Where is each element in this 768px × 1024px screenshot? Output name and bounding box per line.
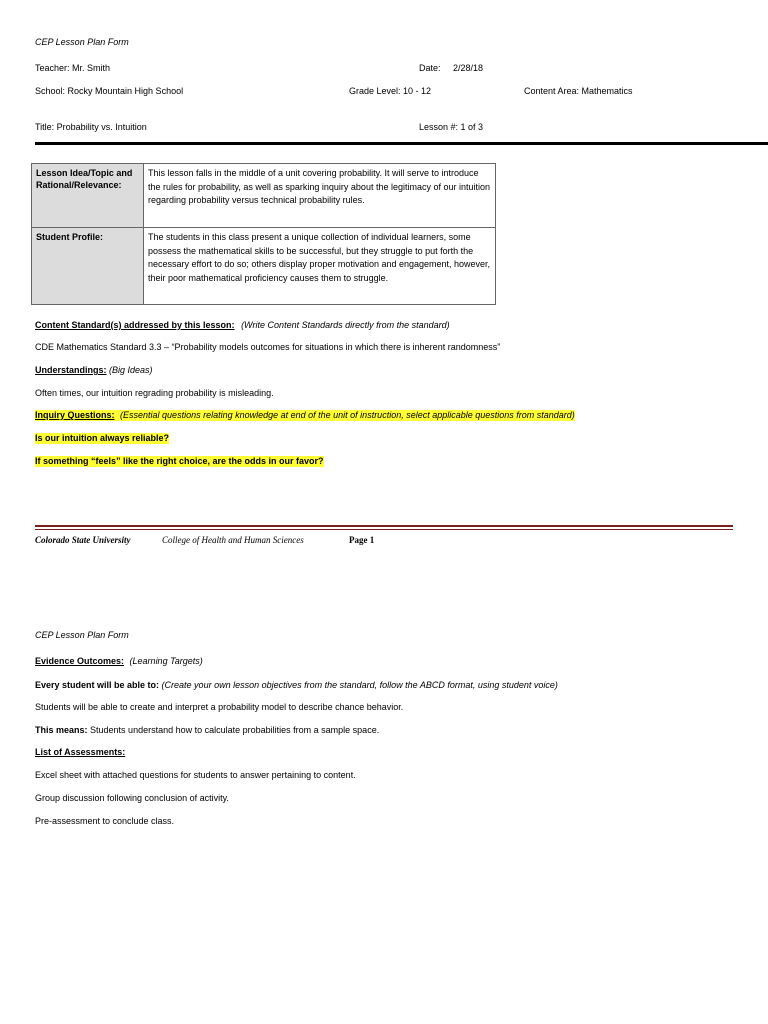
- content-standard-note: (Write Content Standards directly from the standard): [241, 320, 450, 330]
- table-text-cell: This lesson falls in the middle of a unit covering probability. It will serve to introduce the rules for probability, as well as sparking inquiry about the legitimacy of our intuition regarding probability versus technical probability rules.: [148, 168, 491, 205]
- assessment-item: Pre-assessment to conclude class.: [35, 816, 175, 826]
- lesson-number-field: Lesson #: 1 of 3: [419, 122, 484, 132]
- form-title: CEP Lesson Plan Form: [35, 37, 129, 47]
- table-row: [32, 164, 495, 228]
- cde-standard-text: CDE Mathematics Standard 3.3 – “Probability models outcomes for situations in which there is inherent randomness”: [35, 342, 501, 352]
- footer-college: College of Health and Human Sciences: [162, 535, 304, 545]
- understandings-note: (Big Ideas): [109, 365, 153, 375]
- table-row: [32, 228, 495, 304]
- footer-university: Colorado State University: [35, 535, 131, 545]
- grade-level-field: Grade Level: 10 - 12: [349, 86, 432, 96]
- objective-text: Students will be able to create and interpret a probability model to describe chance behavior.: [35, 702, 404, 712]
- every-student-label: Every student will be able to:: [35, 680, 160, 690]
- means-line: [35, 725, 379, 736]
- inquiry-line: [35, 410, 575, 421]
- table-label-cell: Student Profile:: [32, 228, 144, 304]
- inquiry-note: (Essential questions relating knowledge at end of the unit of instruction, select applicable questions from standard): [120, 410, 575, 420]
- every-student-line: [35, 680, 558, 691]
- form-title-page2: CEP Lesson Plan Form: [35, 630, 129, 640]
- date-label: Date:: [419, 63, 441, 73]
- school-field: School: Rocky Mountain High School: [35, 86, 184, 96]
- every-student-note: (Create your own lesson objectives from the standard, follow the ABCD format, using student voice): [161, 680, 558, 690]
- assessments-heading: List of Assessments:: [35, 747, 126, 757]
- understandings-heading: Understandings:: [35, 365, 107, 375]
- content-standard-heading: Content Standard(s) addressed by this lesson:: [35, 320, 235, 330]
- understandings-line: [35, 365, 153, 376]
- date-value: 2/28/18: [453, 63, 484, 73]
- evidence-line: [35, 656, 203, 667]
- inquiry-heading: Inquiry Questions:: [35, 410, 115, 420]
- content-area-field: Content Area: Mathematics: [524, 86, 633, 96]
- evidence-heading: Evidence Outcomes:: [35, 656, 125, 666]
- teacher-field: Teacher: Mr. Smith: [35, 63, 111, 73]
- footer-rule: [35, 529, 733, 530]
- understandings-text: Often times, our intuition regrading probability is misleading.: [35, 388, 274, 398]
- table-text-cell: The students in this class present a unique collection of individual learners, some possess the mathematical skills to be successful, but they struggle to put forth the necessary effort to do so; others display proper motivation and engagement, however, their poor mathematical proficiency causes them to struggle.: [148, 232, 491, 283]
- inquiry-question-2: If something “feels” like the right choice, are the odds in our favor?: [35, 456, 324, 466]
- lesson-title-field: Title: Probability vs. Intuition: [35, 122, 147, 132]
- lesson-info-table: [31, 163, 496, 305]
- content-standard-line: [35, 320, 450, 331]
- table-label-cell: Lesson Idea/Topic and Rational/Relevance:: [32, 164, 144, 227]
- footer-rule: [35, 525, 733, 527]
- means-text: Students understand how to calculate probabilities from a sample space.: [90, 725, 380, 735]
- header-divider: [35, 142, 768, 145]
- evidence-note: (Learning Targets): [129, 656, 203, 666]
- footer-page-number: Page 1: [349, 535, 375, 545]
- assessment-item: Excel sheet with attached questions for students to answer pertaining to content.: [35, 770, 356, 780]
- inquiry-question-1: Is our intuition always reliable?: [35, 433, 170, 443]
- assessment-item: Group discussion following conclusion of activity.: [35, 793, 229, 803]
- means-label: This means:: [35, 725, 88, 735]
